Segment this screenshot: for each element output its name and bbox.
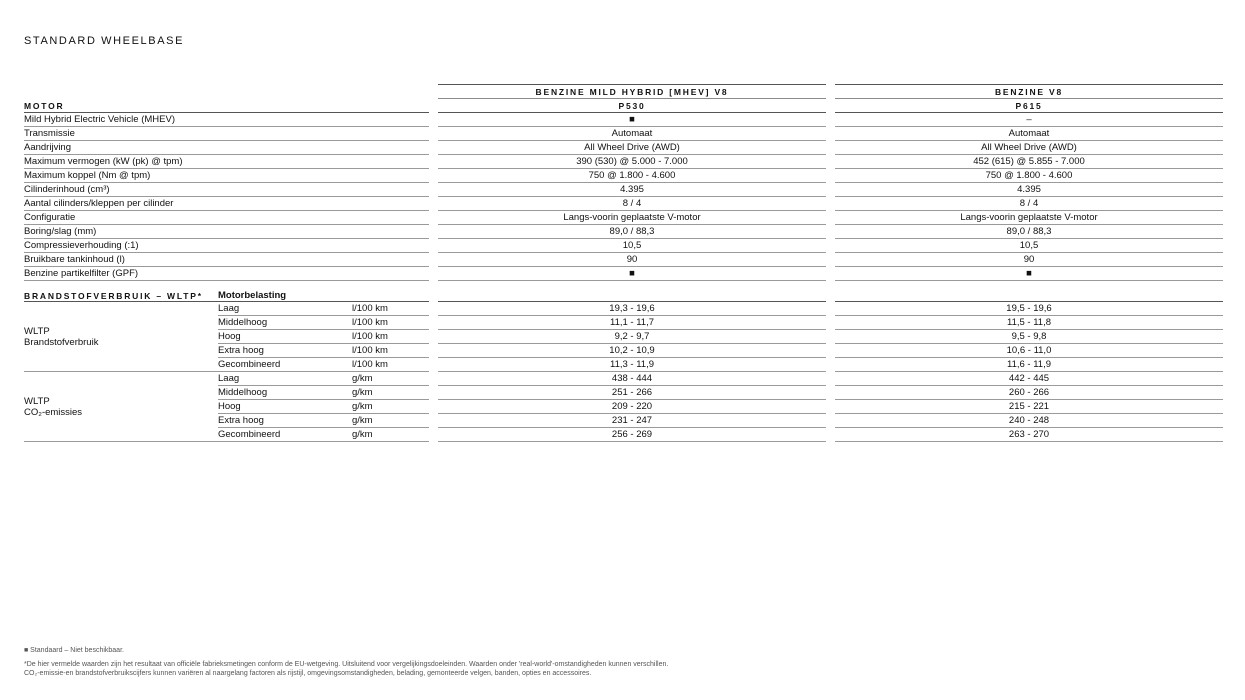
row-value-p530: 11,3 - 11,9 <box>609 359 654 370</box>
row-value-p530: 209 - 220 <box>611 401 653 412</box>
row-value-p615: 442 - 445 <box>1008 373 1050 384</box>
row-value-p530: 11,1 - 11,7 <box>609 317 654 328</box>
legend-note: ■ Standaard – Niet beschikbaar. <box>24 647 124 654</box>
row-label: Cilinderinhoud (cm³) <box>24 184 110 195</box>
row-value-p530: 231 - 247 <box>611 415 653 426</box>
row-value-p530: 750 @ 1.800 - 4.600 <box>588 170 676 181</box>
row-value-p530: 89,0 / 88,3 <box>609 226 655 237</box>
row-value-p530: 8 / 4 <box>622 198 642 209</box>
row-value-p615: 19,5 - 19,6 <box>1006 303 1052 314</box>
row-label: Benzine partikelfilter (GPF) <box>24 268 139 279</box>
row-value-p615: 11,6 - 11,9 <box>1006 359 1051 370</box>
row-value-p530: 256 - 269 <box>611 429 653 440</box>
table-row <box>0 414 1245 428</box>
row-value-p615: 89,0 / 88,3 <box>1006 226 1052 237</box>
load-level: Extra hoog <box>218 345 264 356</box>
table-row <box>0 225 1245 239</box>
table-row <box>0 316 1245 330</box>
group-label-line1: WLTP <box>24 396 50 407</box>
load-level: Middelhoog <box>218 387 268 398</box>
unit: l/100 km <box>352 303 388 314</box>
load-level: Laag <box>218 373 240 384</box>
col1-top-rule <box>438 84 826 85</box>
row-value-p615: 10,5 <box>1019 240 1039 251</box>
unit: g/km <box>352 415 373 426</box>
row-label: Aandrijving <box>24 142 71 153</box>
row-value-p615: 11,5 - 11,8 <box>1006 317 1051 328</box>
row-value-p615: Automaat <box>1008 128 1050 139</box>
fuel-subheader: Motorbelasting <box>218 290 287 301</box>
table-row <box>0 344 1245 358</box>
row-value-p615: All Wheel Drive (AWD) <box>981 142 1077 153</box>
row-value-p530: Langs-voorin geplaatste V-motor <box>563 212 701 223</box>
load-level: Gecombineerd <box>218 429 281 440</box>
row-label: Bruikbare tankinhoud (l) <box>24 254 125 265</box>
table-row <box>0 253 1245 267</box>
col1-mid-rule <box>438 98 826 99</box>
load-level: Hoog <box>218 331 241 342</box>
load-level: Gecombineerd <box>218 359 281 370</box>
row-value-p530: 10,5 <box>622 240 642 251</box>
col2-mid-rule <box>835 98 1223 99</box>
row-value-p530: Automaat <box>611 128 653 139</box>
row-divider <box>24 280 429 281</box>
row-value-p530: ■ <box>629 268 635 279</box>
table-row <box>0 358 1245 372</box>
row-value-p530: ■ <box>629 114 635 125</box>
row-value-p530: 390 (530) @ 5.000 - 7.000 <box>576 156 688 167</box>
row-label: Aantal cilinders/kleppen per cilinder <box>24 198 174 209</box>
row-value-p530: 4.395 <box>620 184 644 195</box>
load-level: Extra hoog <box>218 415 264 426</box>
row-value-p530: 19,3 - 19,6 <box>609 303 655 314</box>
table-row <box>0 267 1245 281</box>
motor-section-header: MOTOR <box>24 101 65 111</box>
table-row <box>0 302 1245 316</box>
unit: g/km <box>352 401 373 412</box>
row-value-p615: 240 - 248 <box>1008 415 1050 426</box>
row-divider <box>835 280 1223 281</box>
table-row <box>0 113 1245 127</box>
table-row <box>0 141 1245 155</box>
col2-engine-code: P615 <box>1015 101 1043 111</box>
table-row <box>0 169 1245 183</box>
row-value-p615: 4.395 <box>1017 184 1041 195</box>
group-label-line2: CO₂-emissies <box>24 407 83 418</box>
table-row <box>0 330 1245 344</box>
unit: l/100 km <box>352 331 388 342</box>
row-value-p615: 750 @ 1.800 - 4.600 <box>985 170 1073 181</box>
row-value-p615: 10,6 - 11,0 <box>1006 345 1052 356</box>
table-row <box>0 127 1245 141</box>
table-row <box>0 386 1245 400</box>
table-row <box>0 400 1245 414</box>
row-divider <box>438 441 826 442</box>
col1-engine-code: P530 <box>618 101 646 111</box>
row-value-p615: 452 (615) @ 5.855 - 7.000 <box>973 156 1085 167</box>
row-value-p530: 9,2 - 9,7 <box>614 331 650 342</box>
row-value-p530: 251 - 266 <box>611 387 653 398</box>
row-label: Maximum vermogen (kW (pk) @ tpm) <box>24 156 183 167</box>
col2-engine-name: BENZINE V8 <box>994 87 1064 97</box>
table-row <box>0 155 1245 169</box>
row-value-p615: 9,5 - 9,8 <box>1011 331 1047 342</box>
table-row <box>0 239 1245 253</box>
row-value-p615: Langs-voorin geplaatste V-motor <box>960 212 1098 223</box>
row-label: Mild Hybrid Electric Vehicle (MHEV) <box>24 114 175 125</box>
row-value-p530: 10,2 - 10,9 <box>609 345 655 356</box>
col2-top-rule <box>835 84 1223 85</box>
table-row <box>0 197 1245 211</box>
row-value-p615: 260 - 266 <box>1008 387 1050 398</box>
unit: l/100 km <box>352 317 388 328</box>
row-label: Maximum koppel (Nm @ tpm) <box>24 170 151 181</box>
table-row <box>0 211 1245 225</box>
fuel-section-header: BRANDSTOFVERBRUIK – WLTP* <box>24 291 203 301</box>
row-value-p615: 215 - 221 <box>1008 401 1050 412</box>
unit: g/km <box>352 373 373 384</box>
page-title: STANDARD WHEELBASE <box>24 35 185 47</box>
unit: g/km <box>352 429 373 440</box>
row-value-p615: 90 <box>1023 254 1035 265</box>
table-row <box>0 428 1245 442</box>
row-value-p615: 263 - 270 <box>1008 429 1050 440</box>
col1-engine-name: BENZINE MILD HYBRID [MHEV] V8 <box>535 87 729 97</box>
unit: g/km <box>352 387 373 398</box>
row-value-p615: 8 / 4 <box>1019 198 1039 209</box>
row-value-p530: 90 <box>626 254 638 265</box>
row-divider <box>438 280 826 281</box>
row-value-p530: All Wheel Drive (AWD) <box>584 142 680 153</box>
row-value-p615: ■ <box>1026 268 1032 279</box>
row-divider <box>24 441 429 442</box>
footnote-wltp: *De hier vermelde waarden zijn het resultaat van officiële fabrieksmetingen conform de EU-wetgeving. Uitsluitend voor vergelijkingsdoeleinden. Waarden onder 'real-world'-omstandigheden kunnen verschillen. <box>24 661 669 668</box>
unit: l/100 km <box>352 359 388 370</box>
row-label: Boring/slag (mm) <box>24 226 97 237</box>
group-label-line1: WLTP <box>24 326 50 337</box>
row-divider <box>835 441 1223 442</box>
table-row <box>0 183 1245 197</box>
load-level: Laag <box>218 303 240 314</box>
row-label: Transmissie <box>24 128 75 139</box>
group-label-line2: Brandstofverbruik <box>24 337 99 348</box>
load-level: Middelhoog <box>218 317 268 328</box>
footnote-co2: CO₂-emissie-en brandstofverbruikscijfers kunnen variëren al naargelang factoren als rijstijl, omgevingsomstandigheden, belading, gemonteerde velgen, banden, opties en accessoires. <box>24 670 592 677</box>
load-level: Hoog <box>218 401 241 412</box>
row-value-p530: 438 - 444 <box>611 373 653 384</box>
row-label: Compressieverhouding (:1) <box>24 240 139 251</box>
row-label: Configuratie <box>24 212 76 223</box>
table-row <box>0 372 1245 386</box>
unit: l/100 km <box>352 345 388 356</box>
row-value-p615: – <box>1026 114 1032 125</box>
